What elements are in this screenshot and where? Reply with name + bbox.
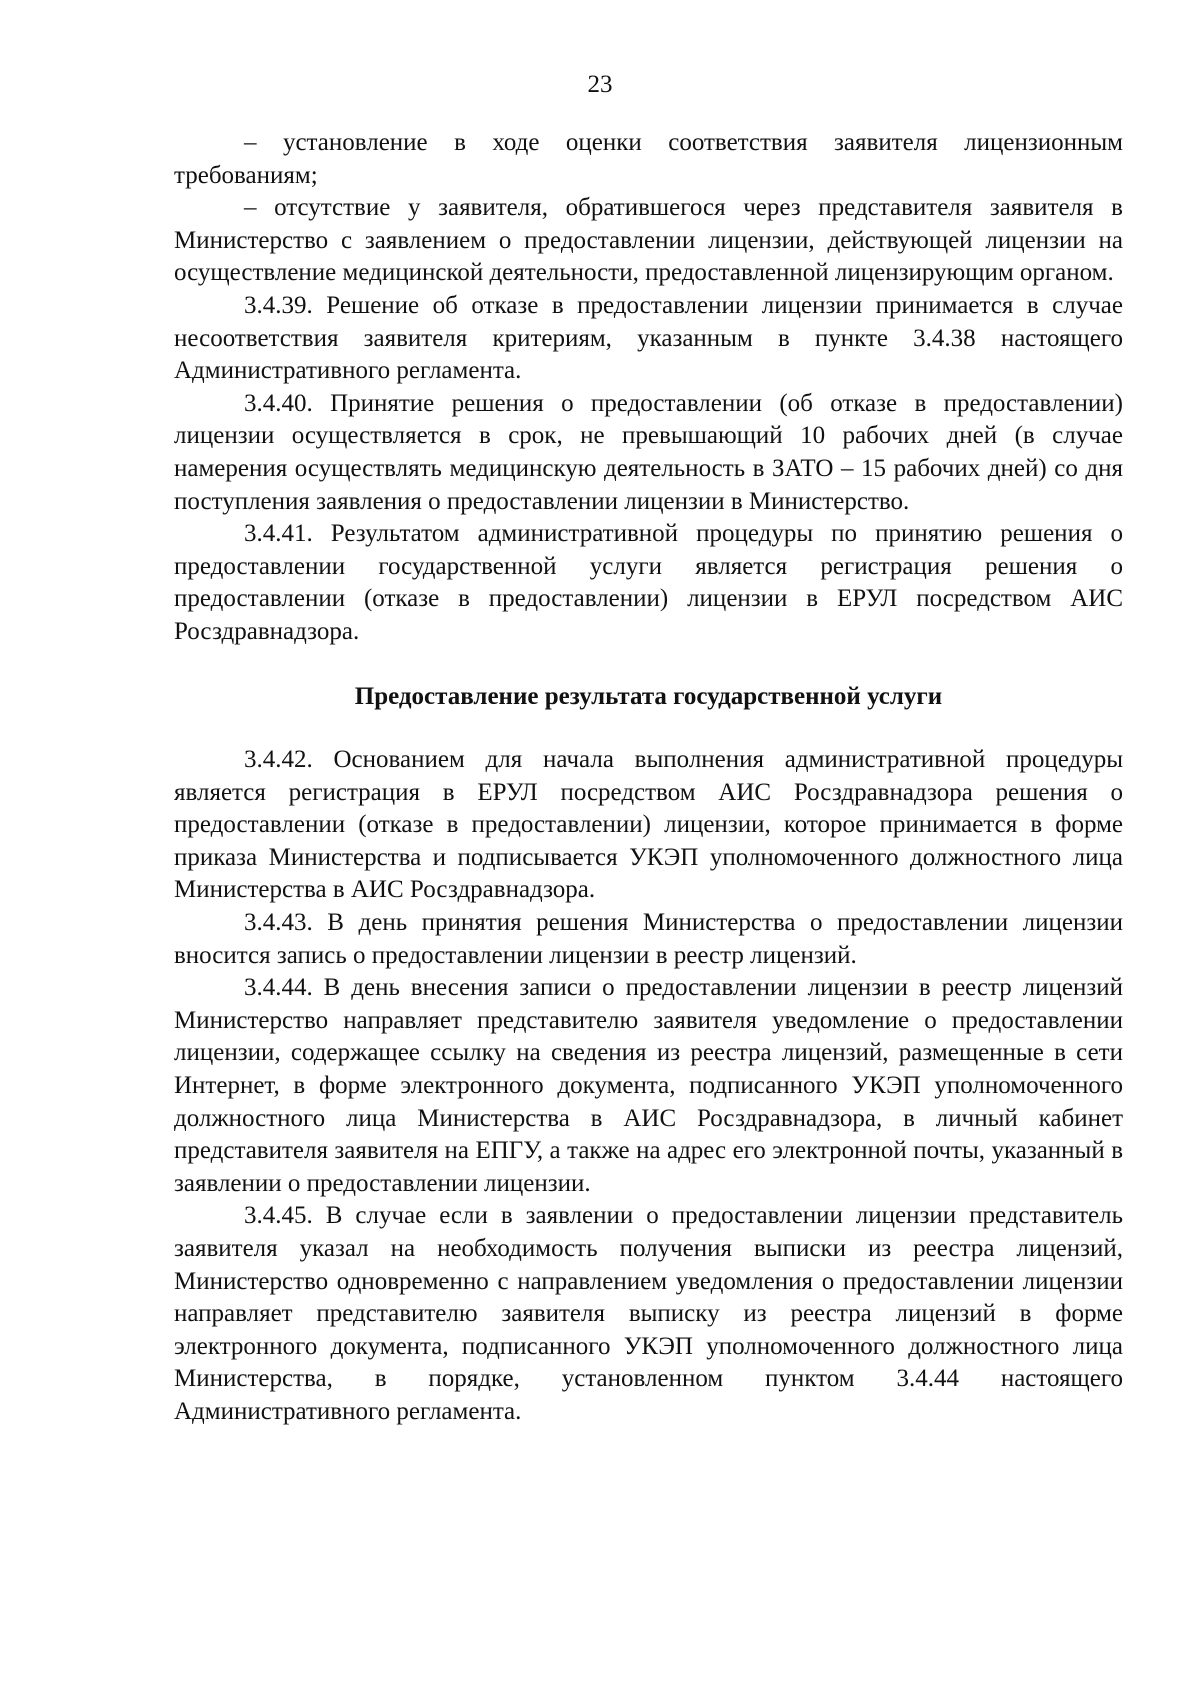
document-body [174,127,1123,1429]
paragraph-3-4-41: 3.4.41. Результатом административной процедуры по принятию решения о предоставлении государственной услуги является регистрация решения о предоставлении (отказе в предоставлении) лицензии в ЕРУЛ посредством АИС Росздравнадзора. [174,520,1123,645]
paragraph-bullet-compliance: – установление в ходе оценки соответствия заявителя лицензионным требованиям; [174,129,1123,189]
paragraph-3-4-45: 3.4.45. В случае если в заявлении о предоставлении лицензии представитель заявителя указал на необходимость получения выписки из реестра лицензий, Министерство одновременно с направлением уведомления о предоставлении лицензии направляет представителю заявителя выписку из реестра лицензий в форме электронного документа, подписанного УКЭП уполномоченного должностного лица Министерства, в порядке, установленном пунктом 3.4.44 настоящего Административного регламента. [174,1202,1123,1425]
paragraph-bullet-no-license: – отсутствие у заявителя, обратившегося через представителя заявителя в Министерство с заявлением о предоставлении лицензии, действующей лицензии на осуществление медицинской деятельности, предоставленной лицензирующим органом. [174,194,1123,287]
paragraph-3-4-44: 3.4.44. В день внесения записи о предоставлении лицензии в реестр лицензий Министерство направляет представителю заявителя уведомление о предоставлении лицензии, содержащее ссылку на сведения из реестра лицензий, размещенные в сети Интернет, в форме электронного документа, подписанного УКЭП уполномоченного должностного лица Министерства в АИС Росздравнадзора, в личный кабинет представителя заявителя на ЕПГУ, а также на адрес его электронной почты, указанный в заявлении о предоставлении лицензии. [174,974,1123,1197]
paragraph-3-4-43: 3.4.43. В день принятия решения Министерства о предоставлении лицензии вносится запись о предоставлении лицензии в реестр лицензий. [174,909,1123,969]
paragraph-3-4-39: 3.4.39. Решение об отказе в предоставлении лицензии принимается в случае несоответствия заявителя критериям, указанным в пункте 3.4.38 настоящего Административного регламента. [174,291,1123,385]
paragraph-3-4-42: 3.4.42. Основанием для начала выполнения административной процедуры является регистрация в ЕРУЛ посредством АИС Росздравнадзора решения о предоставлении (отказе в предоставлении) лицензии, которое принимается в форме приказа Министерства и подписывается УКЭП уполномоченного должностного лица Министерства в АИС Росздравнадзора. [174,746,1123,904]
page-number: 23 [587,71,613,98]
paragraph-3-4-40: 3.4.40. Принятие решения о предоставлении (об отказе в предоставлении) лицензии осуществляется в срок, не превышающий 10 рабочих дней (в случае намерения осуществлять медицинскую деятельность в ЗАТО – 15 рабочих дней) со дня поступления заявления о предоставлении лицензии в Министерство. [174,389,1123,515]
section-heading: Предоставление результата государственной услуги [354,682,943,710]
